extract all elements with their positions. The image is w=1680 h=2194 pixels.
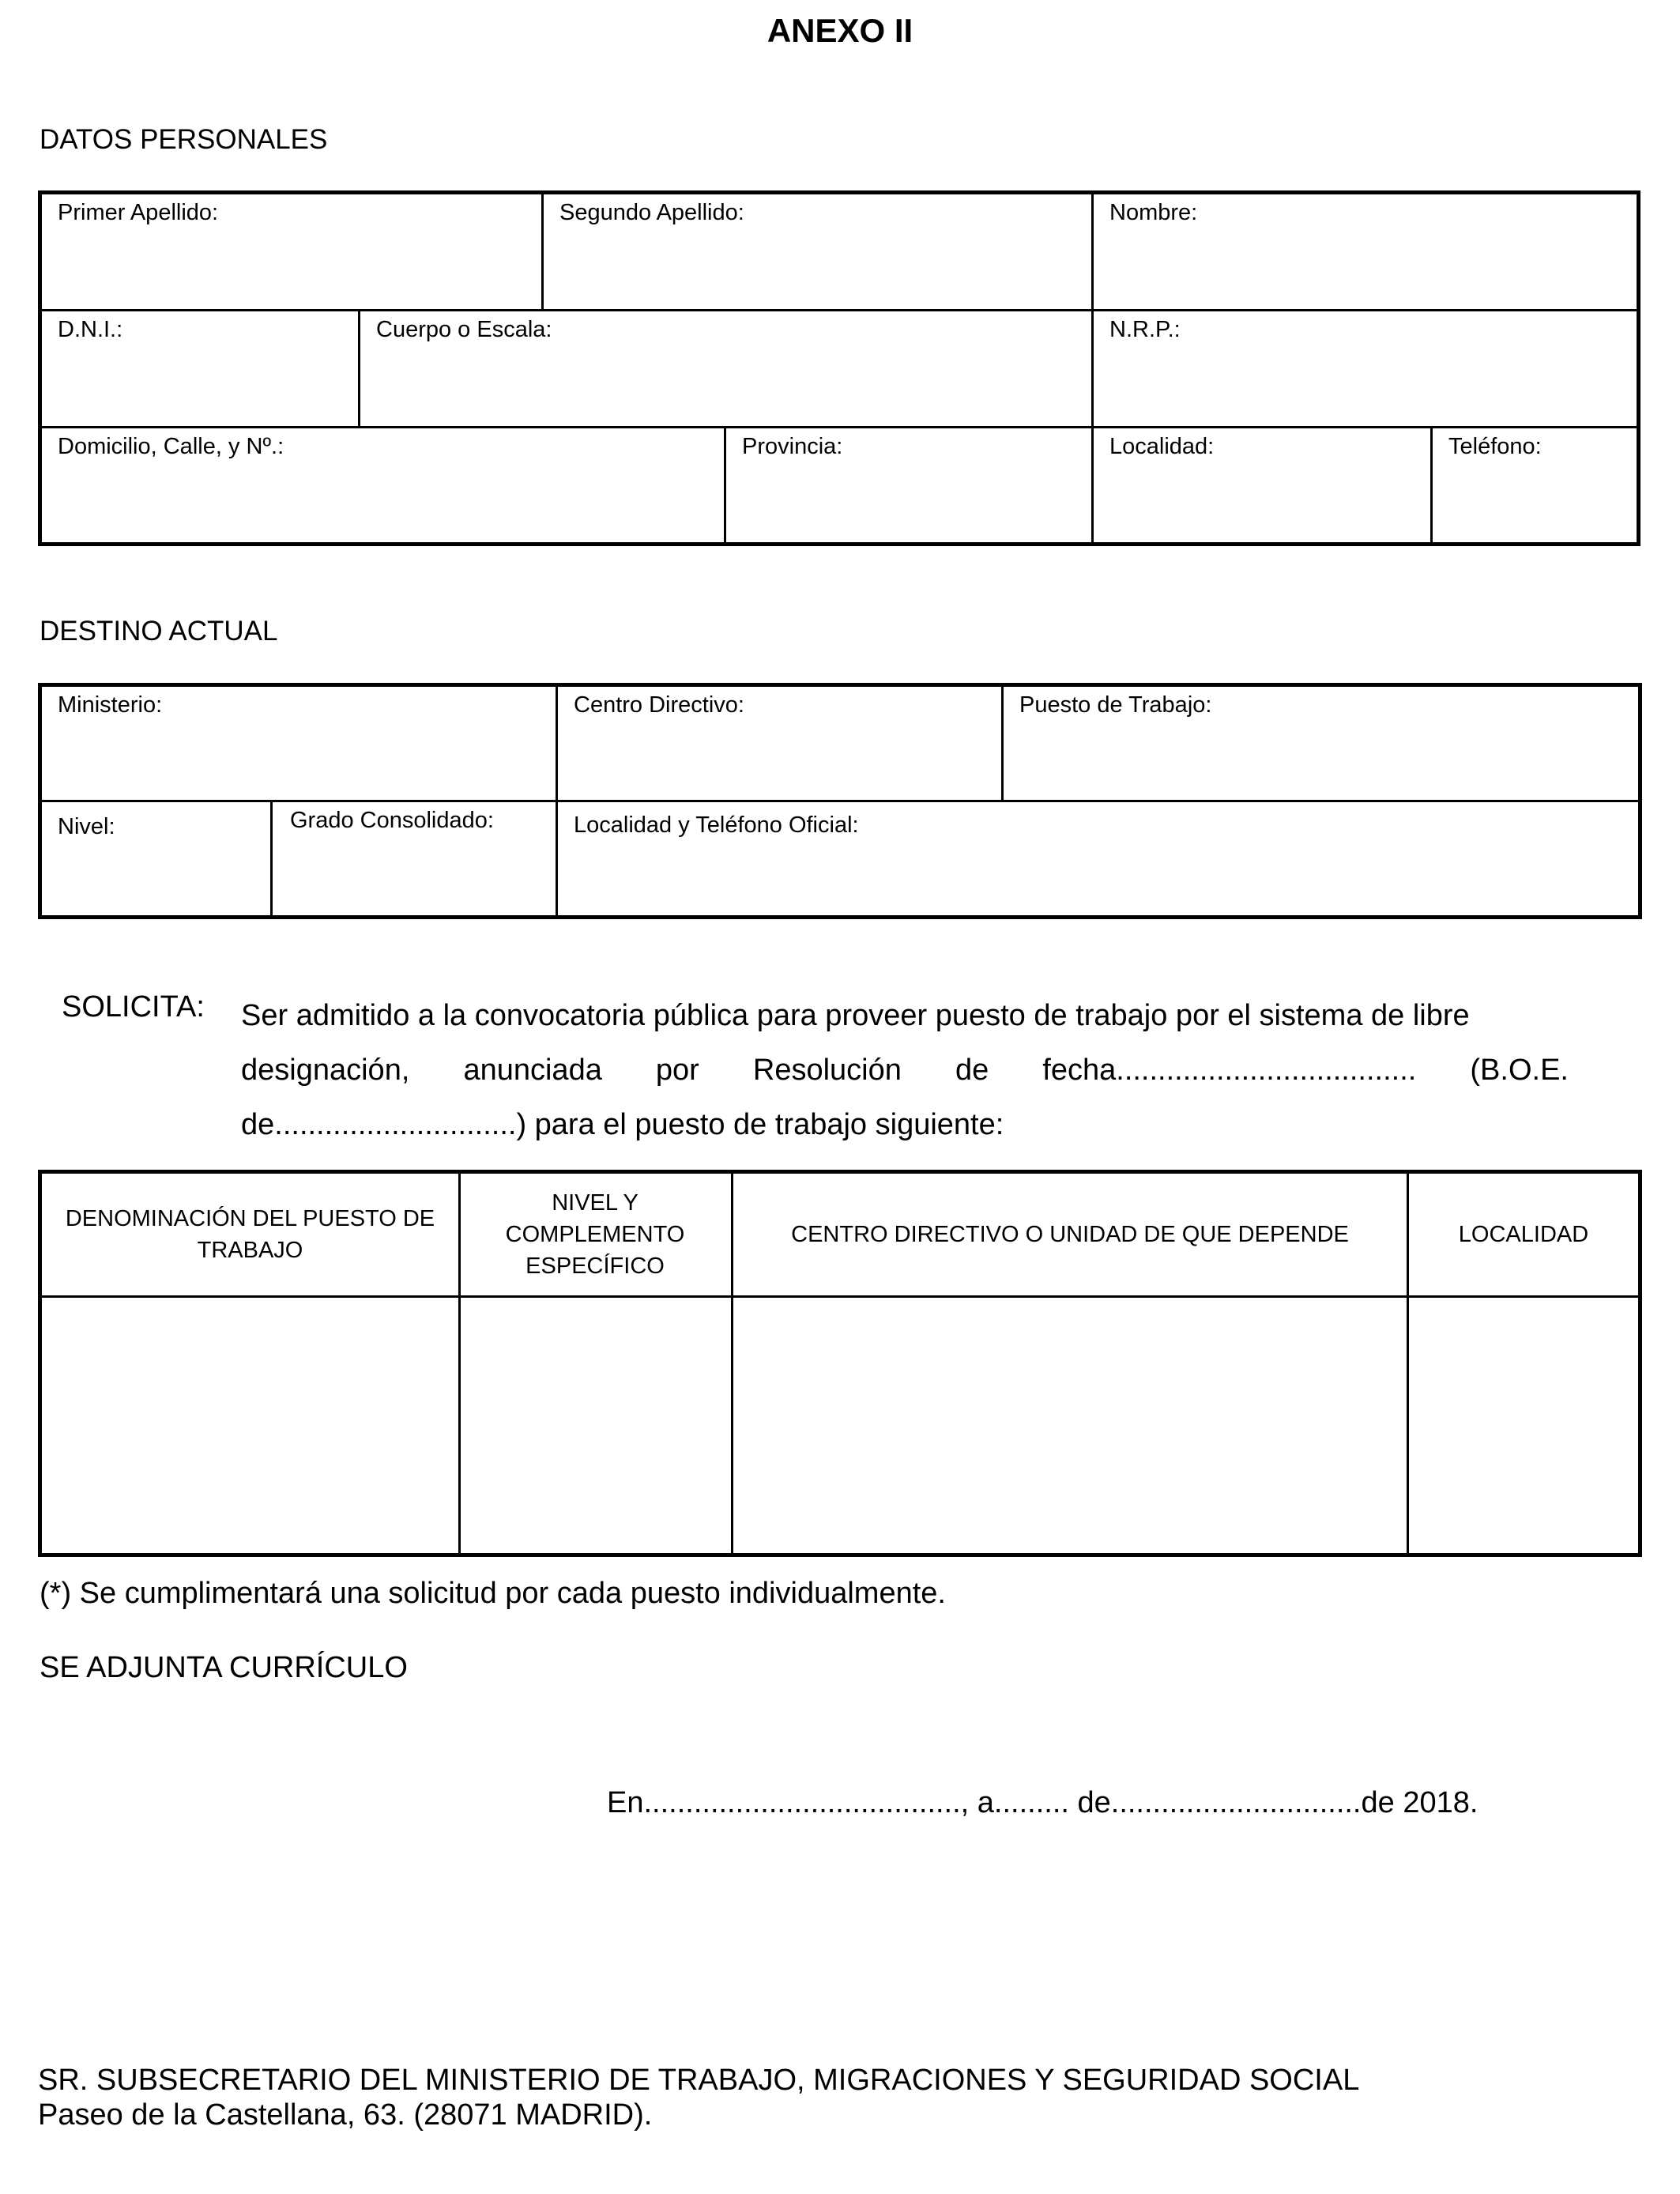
- header-centro-directivo: CENTRO DIRECTIVO O UNIDAD DE QUE DEPENDE: [791, 1222, 1349, 1247]
- localidad-telefono-oficial-field[interactable]: [558, 802, 1638, 915]
- addressee-address: Paseo de la Castellana, 63. (28071 MADRID).: [38, 2098, 653, 2132]
- solicita-text: [241, 989, 1569, 1152]
- primer-apellido-field[interactable]: [42, 194, 541, 309]
- date-line: En......................................, a......... de..............................de 2018.: [607, 1786, 1478, 1819]
- addressee-title: SR. SUBSECRETARIO DEL MINISTERIO DE TRABAJO, MIGRACIONES Y SEGURIDAD SOCIAL: [38, 2064, 1360, 2097]
- centro-directivo-input-cell[interactable]: [733, 1298, 1407, 1553]
- datos-personales-table: [38, 190, 1640, 546]
- solicita-word: Resolución: [752, 1054, 902, 1087]
- addressee-block: [38, 2063, 1359, 2132]
- field-label: Puesto de Trabajo:: [1019, 692, 1212, 718]
- puesto-trabajo-field[interactable]: [1004, 687, 1638, 800]
- field-label: Centro Directivo:: [574, 692, 744, 718]
- field-label: Teléfono:: [1448, 434, 1542, 459]
- field-label: Nombre:: [1109, 200, 1198, 225]
- solicita-line-3: de.............................) para el puesto de trabajo siguiente:: [241, 1108, 1004, 1141]
- solicita-word: fecha....................................: [1042, 1054, 1417, 1087]
- solicita-line-1: Ser admitido a la convocatoria pública para proveer puesto de trabajo por el sistema de libre: [241, 999, 1470, 1032]
- header-nivel-complemento: NIVEL Y COMPLEMENTO ESPECÍFICO: [505, 1190, 685, 1279]
- field-label: Nivel:: [58, 814, 115, 839]
- solicita-word: designación,: [241, 1054, 410, 1087]
- segundo-apellido-field[interactable]: [544, 194, 1091, 309]
- field-label: Localidad y Teléfono Oficial:: [574, 812, 859, 838]
- domicilio-field[interactable]: [42, 428, 724, 542]
- field-label: D.N.I.:: [58, 317, 123, 342]
- provincia-field[interactable]: [726, 428, 1091, 542]
- footnote: (*) Se cumplimentará una solicitud por cada puesto individualmente.: [40, 1577, 946, 1610]
- ministerio-field[interactable]: [42, 687, 556, 800]
- cuerpo-escala-field[interactable]: [360, 311, 1091, 426]
- solicita-label: SOLICITA:: [62, 990, 205, 1023]
- solicita-word: (B.O.E.: [1470, 1054, 1569, 1087]
- page-title: ANEXO II: [767, 12, 913, 49]
- nivel-field[interactable]: [42, 802, 270, 915]
- field-label: Localidad:: [1109, 434, 1215, 459]
- centro-directivo-field[interactable]: [558, 687, 1001, 800]
- field-label: Domicilio, Calle, y Nº.:: [58, 434, 284, 459]
- denominacion-input-cell[interactable]: [42, 1298, 458, 1553]
- destino-actual-table: [38, 683, 1642, 919]
- header-denominacion: DENOMINACIÓN DEL PUESTO DE TRABAJO: [65, 1206, 435, 1263]
- field-label: Segundo Apellido:: [559, 200, 744, 225]
- destino-actual-heading: DESTINO ACTUAL: [40, 616, 278, 647]
- nivel-complemento-input-cell[interactable]: [461, 1298, 731, 1553]
- adjunta-curriculo: SE ADJUNTA CURRÍCULO: [40, 1651, 408, 1684]
- puesto-table: [38, 1170, 1642, 1557]
- field-label: Primer Apellido:: [58, 200, 219, 225]
- solicita-line-2: [241, 1043, 1569, 1098]
- field-label: Provincia:: [742, 434, 843, 459]
- localidad-input-cell[interactable]: [1409, 1298, 1638, 1553]
- dni-field[interactable]: [42, 311, 358, 426]
- solicita-word: por: [655, 1054, 699, 1087]
- solicita-word: de: [955, 1054, 989, 1087]
- localidad-field[interactable]: [1094, 428, 1430, 542]
- nrp-field[interactable]: [1094, 311, 1637, 426]
- header-localidad: LOCALIDAD: [1458, 1222, 1589, 1247]
- field-label: Ministerio:: [58, 692, 163, 718]
- field-label: Grado Consolidado:: [290, 808, 494, 833]
- telefono-field[interactable]: [1433, 428, 1637, 542]
- grado-consolidado-field[interactable]: [273, 802, 556, 915]
- solicita-word: anunciada: [463, 1054, 602, 1087]
- field-label: N.R.P.:: [1109, 317, 1181, 342]
- datos-personales-heading: DATOS PERSONALES: [40, 124, 328, 155]
- nombre-field[interactable]: [1094, 194, 1637, 309]
- field-label: Cuerpo o Escala:: [376, 317, 552, 342]
